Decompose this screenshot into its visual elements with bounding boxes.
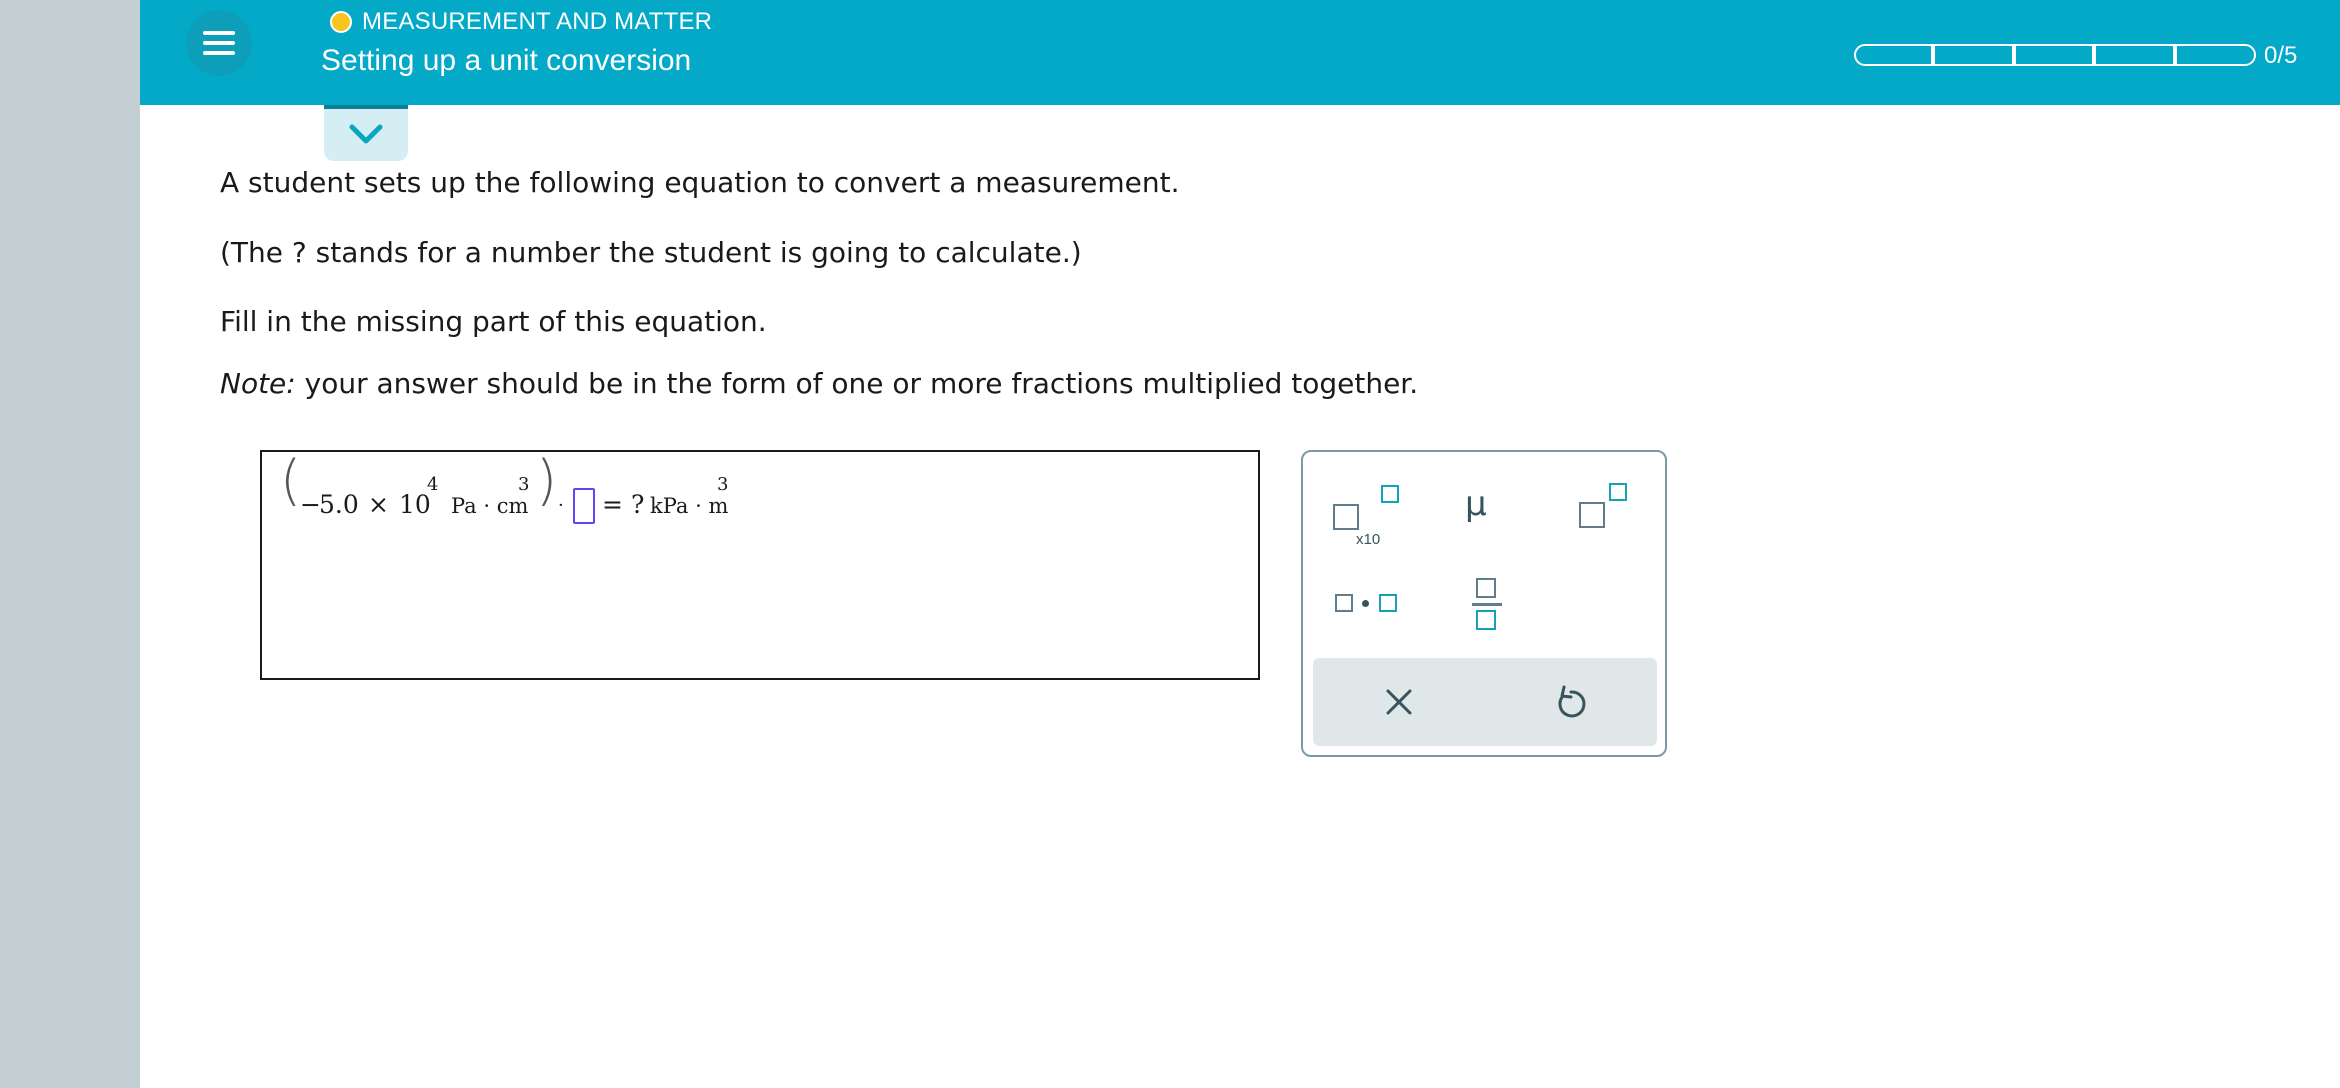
unit-right: kPa · m: [650, 494, 729, 518]
power-exponent: 4: [427, 474, 439, 495]
result-value: ?: [631, 490, 645, 519]
times-symbol: ×: [368, 490, 389, 519]
clear-button[interactable]: [1375, 678, 1423, 726]
equals-sign: =: [602, 490, 623, 519]
sci-notation-label: x10: [1356, 531, 1381, 548]
progress-segment: [1933, 44, 2014, 66]
mu-key[interactable]: [1465, 484, 1509, 536]
progress-segment: [2175, 44, 2256, 66]
coefficient: 5.0: [319, 490, 359, 519]
answer-input-area[interactable]: [260, 450, 1260, 680]
unit-left: Pa · cm: [451, 494, 529, 518]
mu-symbol: μ: [1465, 484, 1487, 524]
math-keypad: [1301, 450, 1667, 757]
progress-segment: [2014, 44, 2094, 66]
note-label: Note:: [220, 367, 296, 400]
chevron-down-icon: [349, 123, 383, 145]
question-line-2: (The ? stands for a number the student is going to calculate.): [220, 236, 1082, 269]
multiply-key[interactable]: [1329, 580, 1409, 630]
power-base: 10: [399, 490, 431, 519]
superscript-key[interactable]: [1573, 480, 1637, 540]
progress-segment: [2094, 44, 2175, 66]
question-note: [220, 367, 1418, 400]
status-dot: [330, 11, 352, 33]
collapse-header-button[interactable]: [324, 105, 408, 161]
top-bar: [140, 0, 2340, 105]
undo-button[interactable]: [1547, 678, 1595, 726]
scientific-notation-key[interactable]: [1327, 480, 1403, 548]
left-rail: [0, 0, 140, 1088]
note-text: your answer should be in the form of one or more fractions multiplied together.: [295, 367, 1419, 400]
unit-right-exponent: 3: [717, 474, 729, 495]
progress-bar: [1854, 44, 2256, 66]
x-icon: [1375, 678, 1423, 726]
sign: −: [300, 490, 321, 519]
fraction-key[interactable]: [1463, 568, 1511, 642]
answer-blank-slot[interactable]: [573, 488, 595, 524]
question-line-3: Fill in the missing part of this equation.: [220, 305, 767, 338]
page-title: Setting up a unit conversion: [321, 44, 692, 77]
open-paren: (: [280, 449, 302, 512]
undo-icon: [1547, 678, 1595, 726]
score-label: 0/5: [2264, 42, 2298, 69]
keypad-action-bar: [1313, 658, 1657, 746]
topic-label: MEASUREMENT AND MATTER: [362, 8, 713, 35]
close-paren: ): [536, 449, 558, 512]
progress-segment: [1854, 44, 1933, 66]
question-line-1: A student sets up the following equation to convert a measurement.: [220, 166, 1180, 199]
menu-button[interactable]: [186, 10, 252, 76]
unit-left-exponent: 3: [518, 474, 530, 495]
multiply-dot: ·: [558, 495, 564, 516]
